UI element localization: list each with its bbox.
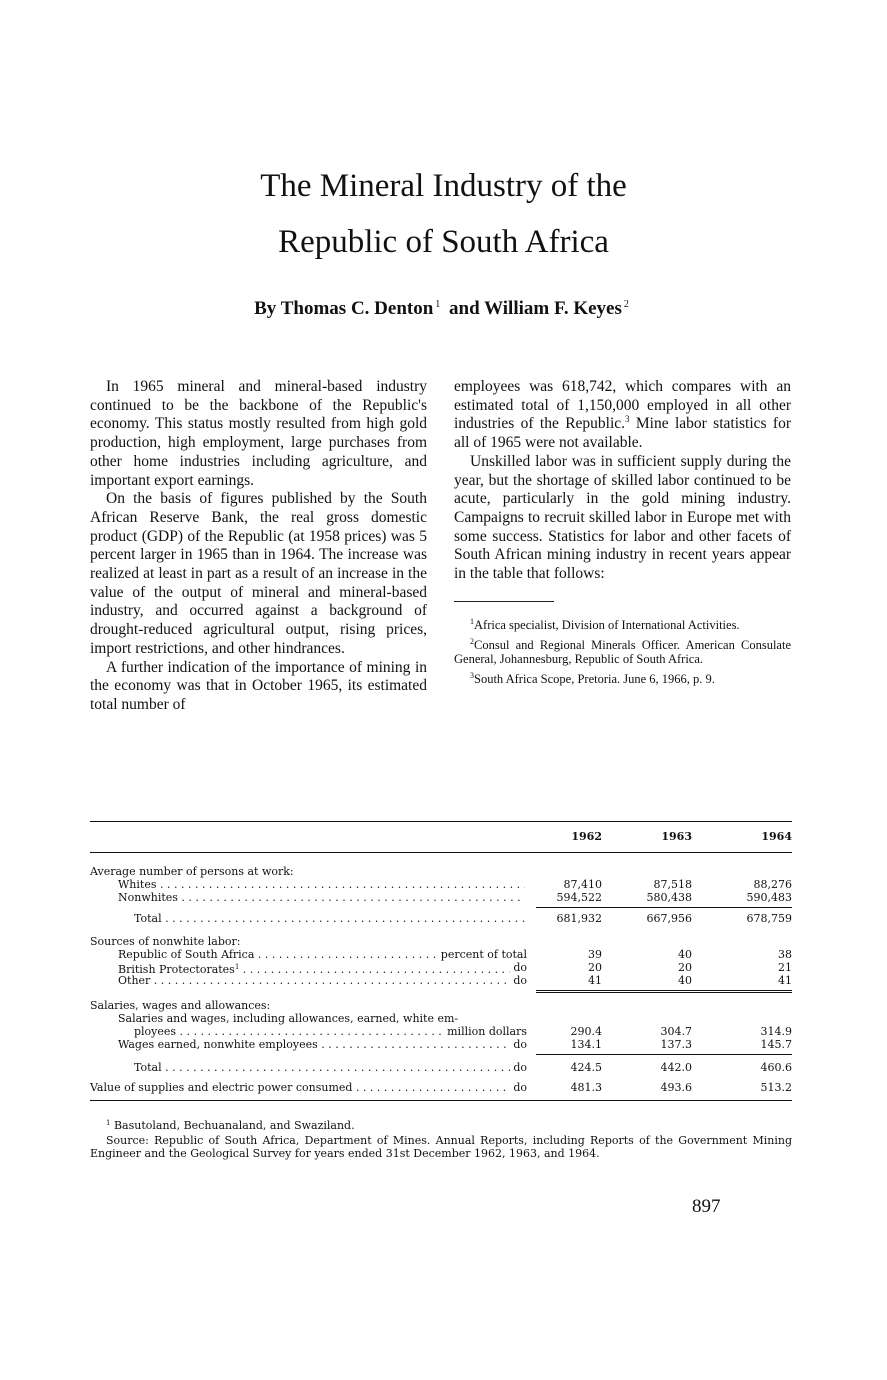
cell-value: 314.9 [760,1025,792,1038]
paragraph-employment-cont [454,378,791,453]
article-title [0,158,887,270]
cell-value: 681,932 [556,912,602,925]
cell-value: 304.7 [660,1025,692,1038]
row-label: Other . . . [118,974,525,987]
footnote-1-num: 1 [470,616,474,626]
cell-value: 20 [678,961,692,974]
table-bottom-rule [90,1100,792,1101]
header-year-1964: 1964 [761,830,792,843]
row-label: Wages earned, nonwhite employees . . . [118,1038,525,1051]
table-row [90,948,792,961]
section-heading-persons: Average number of persons at work: [90,865,294,878]
table-note-1-num: 1 [106,1119,111,1127]
paragraph-labor: Unskilled labor was in sufficient supply during the year, but the shortage of skilled labor continued to be acute, particularly in the gold mining industry. Campaigns to recruit skilled labor in Europe met with some success. Statistics for labor and other facets of South African mining industry in recent years appear in the table that follows: [454,452,791,583]
table-row [90,935,792,948]
table-header-row [90,822,792,852]
cell-value: 40 [678,948,692,961]
cell-value: 667,956 [646,912,692,925]
row-label-text: British Protectorates [118,963,235,976]
row-label: Republic of South Africa . . . [118,948,525,961]
table-row [90,1061,792,1074]
paragraph-employment-start: A further indication of the importance of mining in the economy was that in October 1965, its estimated total number of [90,658,427,713]
row-label: Nonwhites . . . [118,891,525,904]
page-number: 897 [692,1196,721,1217]
cell-value: 513.2 [760,1081,792,1094]
author-byline [0,298,887,320]
row-label: Total . . . [134,912,525,925]
row-label: Salaries and wages, including allowances, earned, white em- [118,1012,459,1025]
footnote-3-text: South Africa Scope, Pretoria. June 6, 1966, p. 9. [474,671,715,686]
footnote-ref-3: 3 [625,414,630,425]
footnote-3 [454,672,791,686]
row-label: ployees . . . [134,1025,525,1038]
table-row [90,1012,792,1025]
cell-value: 41 [778,974,792,987]
cell-value: 678,759 [746,912,792,925]
cell-value: 87,518 [653,878,692,891]
cell-value: 87,410 [563,878,602,891]
author-1-name: Thomas C. Denton [280,298,434,319]
table-row [90,1081,792,1094]
cell-value: 20 [588,961,602,974]
employment-text-a: employees was 618,742, which compares with an estimated total of 1,150,000 employed in all other industries of the Republic. [454,378,791,433]
byline-prefix: By [254,298,277,319]
row-unit: million dollars [444,1025,527,1038]
row-label: Whites . . . [118,878,525,891]
table-row [90,912,792,925]
table-note-ref: 1 [234,963,240,971]
right-column [454,378,791,692]
table-note-1-text: Basutoland, Bechuanaland, and Swaziland. [113,1119,355,1132]
subtotal-rule [536,907,792,908]
footnote-2-text: Consul and Regional Minerals Officer. American Consulate General, Johannesburg, Republic of South Africa. [454,637,791,666]
header-year-1963: 1963 [661,830,692,843]
cell-value: 481.3 [570,1081,602,1094]
table-row [90,961,792,974]
cell-value: 134.1 [570,1038,602,1051]
section-heading-salaries: Salaries, wages and allowances: [90,999,271,1012]
footnote-2-num: 2 [470,636,474,646]
table-source-note: Source: Republic of South Africa, Department of Mines. Annual Reports, including Reports of the Government Mining Engineer and the Geological Survey for years ended 31st December 1962, 1963, and 1964. [90,1134,792,1160]
cell-value: 460.6 [760,1061,792,1074]
mining-statistics-table [90,821,792,1101]
row-unit: do [510,1081,527,1094]
table-row [90,1038,792,1051]
employment-text-b: Mine labor statistics for all of 1965 were not available. [454,415,791,452]
row-label: Value of supplies and electric power consumed . . . [90,1081,525,1094]
author-1-footnote-ref: 1 [435,299,441,310]
table-note-1 [90,1117,792,1132]
paragraph-gdp: On the basis of figures published by the South African Reserve Bank, the real gross domestic product (GDP) of the Republic (at 1958 prices) was 5 percent larger in 1965 than in 1964. The increase was realized at least in part as a result of an increase in the value of the output of mineral and mineral-based industry, and occurred against a background of drought-reduced agricultural output, rising prices, import restrictions, and other hindrances. [90,490,427,657]
cell-value: 145.7 [760,1038,792,1051]
paragraph-intro: In 1965 mineral and mineral-based industry continued to be the backbone of the Republic's economy. This status mostly resulted from high gold production, high employment, large purchases from other home industries including agriculture, and important export earnings. [90,378,427,489]
cell-value: 590,483 [746,891,792,904]
section-double-rule [536,990,792,993]
row-unit: do [510,974,527,987]
footnote-2 [454,638,791,666]
row-label: Total . . . [134,1061,525,1074]
row-unit: percent of total [438,948,527,961]
left-column [90,378,427,715]
cell-value: 41 [588,974,602,987]
footnote-1 [454,618,791,632]
subtotal-rule [536,1054,792,1055]
header-year-1962: 1962 [571,830,602,843]
cell-value: 88,276 [753,878,792,891]
table-row [90,999,792,1012]
cell-value: 594,522 [556,891,602,904]
cell-value: 424.5 [570,1061,602,1074]
cell-value: 580,438 [646,891,692,904]
cell-value: 39 [588,948,602,961]
byline-connector: and [449,298,480,319]
table-notes [90,1117,792,1162]
cell-value: 493.6 [660,1081,692,1094]
row-unit: do [510,1038,527,1051]
row-unit: do [510,961,527,974]
table-row [90,1025,792,1038]
table-row [90,878,792,891]
cell-value: 38 [778,948,792,961]
footnote-1-text: Africa specialist, Division of International Activities. [474,617,740,632]
footnote-3-num: 3 [470,670,474,680]
cell-value: 40 [678,974,692,987]
title-line-2: Republic of South Africa [278,224,609,260]
table-row [90,891,792,904]
footnote-rule [454,601,554,602]
cell-value: 21 [778,961,792,974]
cell-value: 137.3 [660,1038,692,1051]
table-row [90,865,792,878]
table-row [90,974,792,987]
title-line-1: The Mineral Industry of the [260,168,627,204]
cell-value: 290.4 [570,1025,602,1038]
cell-value: 442.0 [660,1061,692,1074]
section-heading-sources: Sources of nonwhite labor: [90,935,241,948]
author-2-footnote-ref: 2 [623,299,629,310]
author-2-name: William F. Keyes [484,298,622,319]
row-unit: do [510,1061,527,1074]
